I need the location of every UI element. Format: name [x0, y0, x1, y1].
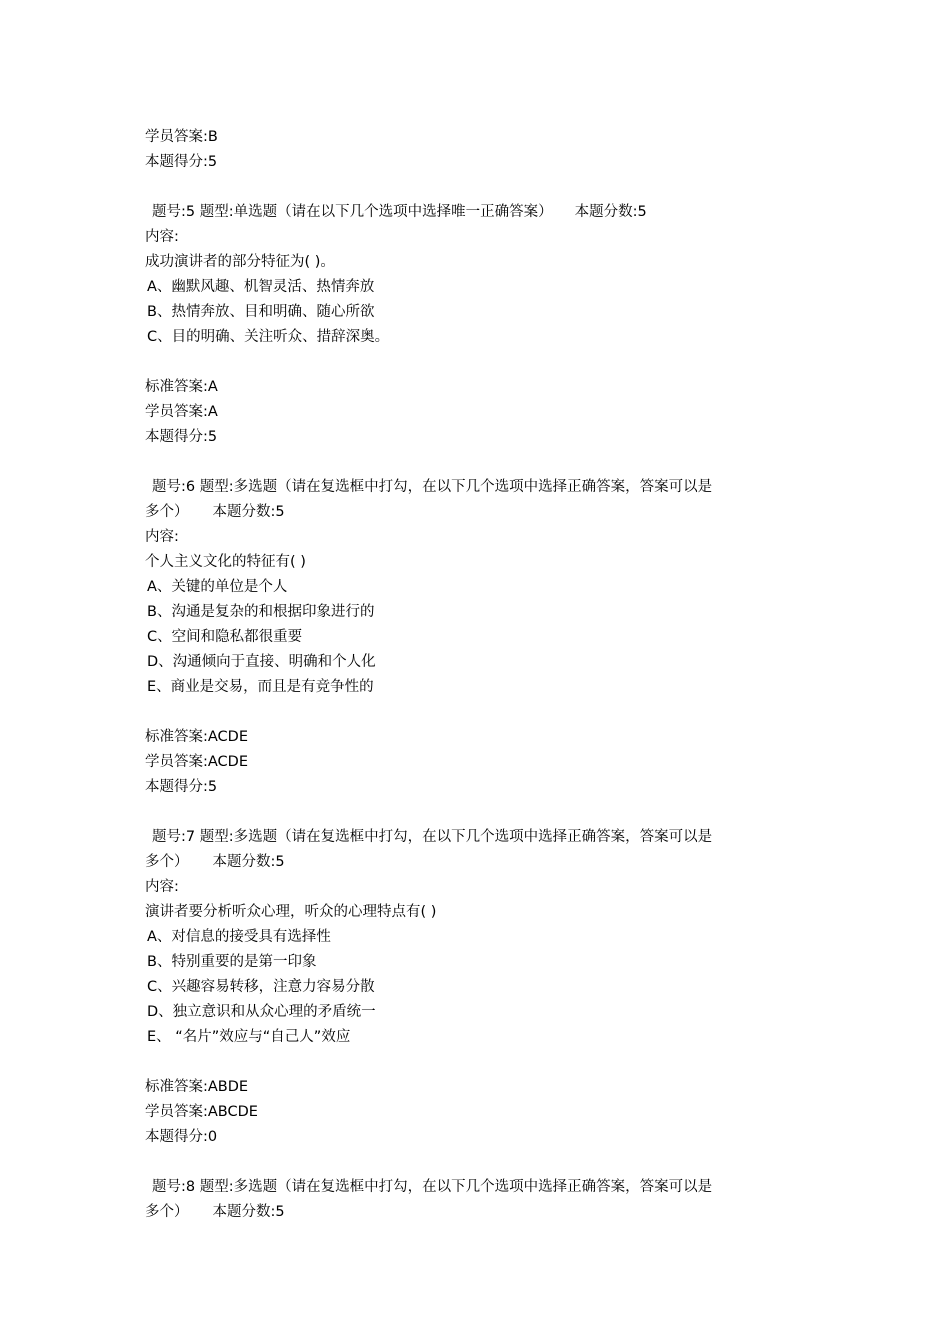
prev-score: 本题得分:5 — [145, 154, 218, 170]
q7-header-cont-text: 多个） — [145, 854, 189, 870]
q6-content-label: 内容: — [145, 529, 179, 545]
q7-question: 演讲者要分析听众心理，听众的心理特点有( ) — [145, 904, 437, 920]
q7-points: 本题分数:5 — [212, 854, 285, 870]
q7-student-answer: 学员答案:ABCDE — [145, 1104, 258, 1120]
q8-header-cont-text: 多个） — [145, 1204, 189, 1220]
q6-option-b: B、沟通是复杂的和根据印象进行的 — [147, 604, 375, 620]
q6-header: 题号:6 题型:多选题（请在复选框中打勾，在以下几个选项中选择正确答案，答案可以是 — [152, 479, 713, 495]
q6-points: 本题分数:5 — [212, 504, 285, 520]
q6-standard-answer: 标准答案:ACDE — [145, 729, 249, 745]
q6-header-cont-text: 多个） — [145, 504, 189, 520]
q5-question: 成功演讲者的部分特征为( )。 — [145, 254, 335, 270]
q5-content-label: 内容: — [145, 229, 179, 245]
q5-header — [145, 200, 815, 225]
q5-standard-answer: 标准答案:A — [145, 379, 218, 395]
q6-score: 本题得分:5 — [145, 779, 218, 795]
q7-standard-answer: 标准答案:ABDE — [145, 1079, 249, 1095]
q7-option-a: A、对信息的接受具有选择性 — [147, 929, 331, 945]
q8-points: 本题分数:5 — [212, 1204, 285, 1220]
q6-question: 个人主义文化的特征有( ) — [145, 554, 306, 570]
q7-score: 本题得分:0 — [145, 1129, 218, 1145]
q6-student-answer: 学员答案:ACDE — [145, 754, 249, 770]
q6-option-e: E、商业是交易，而且是有竞争性的 — [147, 679, 374, 695]
q7-option-d: D、独立意识和从众心理的矛盾统一 — [147, 1004, 376, 1020]
prev-student-answer: 学员答案:B — [145, 129, 218, 145]
q7-option-c: C、兴趣容易转移，注意力容易分散 — [147, 979, 375, 995]
q5-option-a: A、幽默风趣、机智灵活、热情奔放 — [147, 279, 375, 295]
q8-header-cont — [145, 1200, 815, 1225]
q5-points: 本题分数:5 — [574, 204, 647, 220]
q6-option-d: D、沟通倾向于直接、明确和个人化 — [147, 654, 376, 670]
q7-header: 题号:7 题型:多选题（请在复选框中打勾，在以下几个选项中选择正确答案，答案可以是 — [152, 829, 713, 845]
q8-header: 题号:8 题型:多选题（请在复选框中打勾，在以下几个选项中选择正确答案，答案可以是 — [152, 1179, 713, 1195]
q5-header-text: 题号:5 题型:单选题（请在以下几个选项中选择唯一正确答案） — [152, 204, 553, 220]
document-page — [145, 125, 815, 1225]
q7-option-b: B、特别重要的是第一印象 — [147, 954, 317, 970]
q7-header-cont — [145, 850, 815, 875]
q5-score: 本题得分:5 — [145, 429, 218, 445]
q7-option-e: E、 “名片”效应与“自己人”效应 — [147, 1029, 351, 1045]
q5-student-answer: 学员答案:A — [145, 404, 218, 420]
q6-option-a: A、关键的单位是个人 — [147, 579, 288, 595]
q6-header-cont — [145, 500, 815, 525]
q6-option-c: C、空间和隐私都很重要 — [147, 629, 303, 645]
q5-option-c: C、目的明确、关注听众、措辞深奥。 — [147, 329, 390, 345]
q7-content-label: 内容: — [145, 879, 179, 895]
q5-option-b: B、热情奔放、目和明确、随心所欲 — [147, 304, 375, 320]
